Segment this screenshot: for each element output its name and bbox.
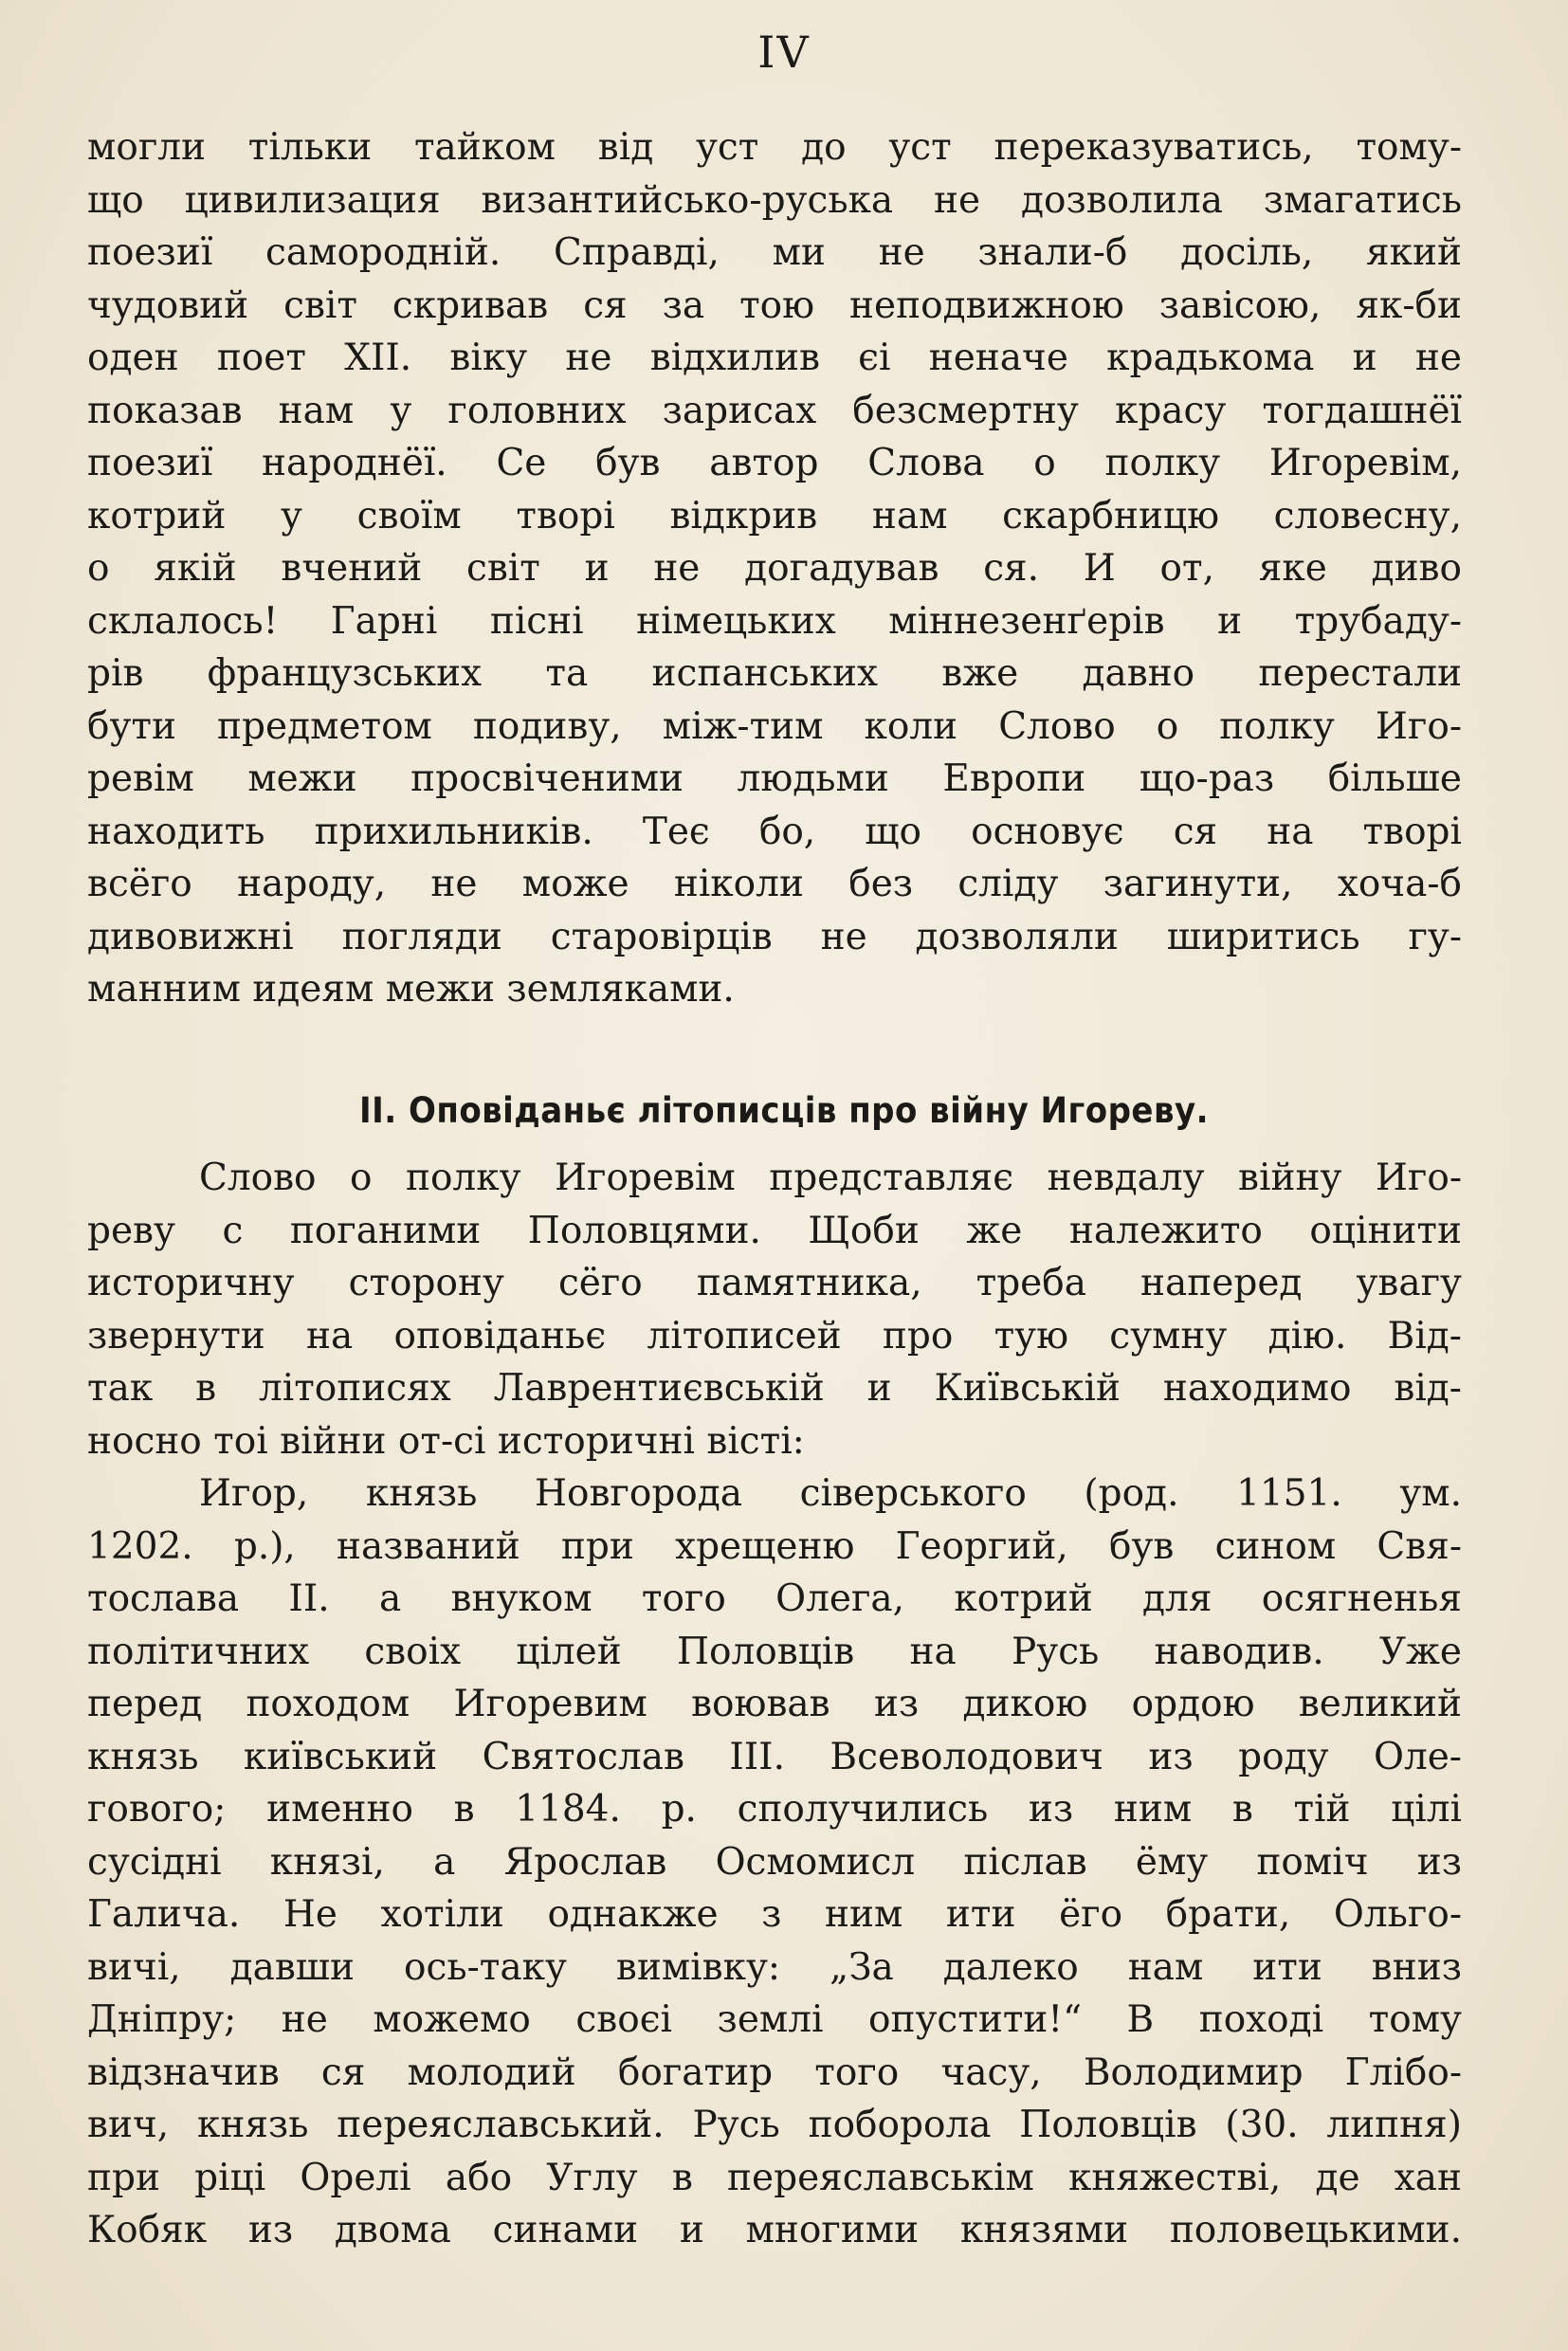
text-line: склалось! Гарні пісні німецьких міннезенґерів и трубаду- (87, 599, 1462, 643)
text-line: дивовижні погляди старовірців не дозволяли ширитись гу- (87, 915, 1462, 958)
text-line: гового; именно в 1184. р. сполучились из ним в тій цілі (87, 1788, 1462, 1831)
text-line: котрий у своїм творі відкрив нам скарбницю словесну, (87, 494, 1462, 538)
text-line: перед походом Игоревим воював из дикою ордою великий (87, 1683, 1462, 1725)
text-line: о якій вчений світ и не догадував ся. И от, яке диво (87, 547, 1462, 590)
text-line: Галича. Не хотіли однакже з ним ити ёго брати, Ольго- (87, 1893, 1462, 1936)
paragraph-intro (87, 1152, 1462, 1467)
page-number: IV (757, 27, 811, 78)
text-line: ревім межи просвіченими людьми Европи що-раз більше (87, 757, 1462, 800)
text-line: звернути на оповіданьє літописей про тую сумну дію. Від- (87, 1314, 1462, 1358)
text-line: носно тоі війни от-сі историчні вісті: (87, 1419, 805, 1463)
text-line: тослава II. а внуком того Олега, котрий для осягненья (87, 1577, 1462, 1620)
text-line: відзначив ся молодий богатир того часу, Володимир Глібо- (87, 2050, 1462, 2094)
text-line: находить прихильників. Теє бо, що основує ся на творі (87, 810, 1462, 853)
text-line: сусідні князі, а Ярослав Осмомисл післав ёму поміч из (87, 1840, 1462, 1884)
text-line: при ріці Орелі або Углу в переяславськім княжестві, де хан (87, 2156, 1462, 2199)
text-line: оден поет XII. віку не відхилив єі неначе крадькома и не (87, 337, 1462, 379)
text-line: показав нам у головних зарисах безсмертну красу тогдашнёї (87, 389, 1462, 432)
text-line: рів французських та испанських вже давно перестали (87, 652, 1462, 695)
text-line: поезиї народнёї. Се був автор Слова о полку Игоревім, (87, 442, 1462, 484)
text-line: чудовий світ скривав ся за тою неподвижною завісою, як-би (87, 283, 1462, 327)
text-line: Дніпру; не можемо своєі землі опустити!“ В поході тому (87, 1998, 1462, 2041)
section-heading: II. Оповіданьє літописців про війну Игореву. (358, 1090, 1209, 1131)
text-line: поезиї самородній. Справді, ми не знали-б досіль, який (87, 231, 1462, 274)
text-line: могли тільки тайком від уст до уст переказуватись, тому- (87, 126, 1462, 169)
text-line: манним идеям межи земляками. (87, 968, 735, 1011)
section-body (87, 1152, 1462, 2257)
text-line: що цивилизация византийсько-руська не дозволила змагатись (87, 178, 1462, 222)
text-line: 1202. р.), названий при хрещеню Георгий, був сином Свя- (87, 1524, 1462, 1568)
text-line: вичі, давши ось-таку вимівку: „За далеко нам ити вниз (87, 1945, 1462, 1989)
text-line: Слово о полку Игоревім представляє невдалу війну Иго- (199, 1157, 1462, 1199)
paragraph-history (87, 1467, 1462, 2257)
text-line: політичних своіх цілей Половців на Русь наводив. Уже (87, 1630, 1462, 1673)
paragraph-continuation (87, 121, 1462, 1016)
text-line: историчну сторону сёго памятника, треба наперед увагу (87, 1262, 1462, 1304)
text-line: бути предметом подиву, між-тим коли Слово о полку Иго- (87, 704, 1462, 748)
text-line: реву с поганими Половцями. Щоби же належито оцінити (87, 1209, 1462, 1252)
text-line: всёго народу, не може ніколи без сліду загинути, хоча-б (87, 863, 1462, 905)
text-line: Кобяк из двома синами и многими князями половецькими. (87, 2209, 1462, 2251)
text-line: князь київський Святослав III. Всеволодович из роду Оле- (87, 1735, 1462, 1778)
text-line: Игор, князь Новгорода сіверського (род. 1151. ум. (199, 1472, 1462, 1515)
text-line: так в літописях Лаврентиєвській и Київській находимо від- (87, 1367, 1462, 1410)
text-line: вич, князь переяславський. Русь поборола Половців (30. липня) (87, 2104, 1462, 2146)
